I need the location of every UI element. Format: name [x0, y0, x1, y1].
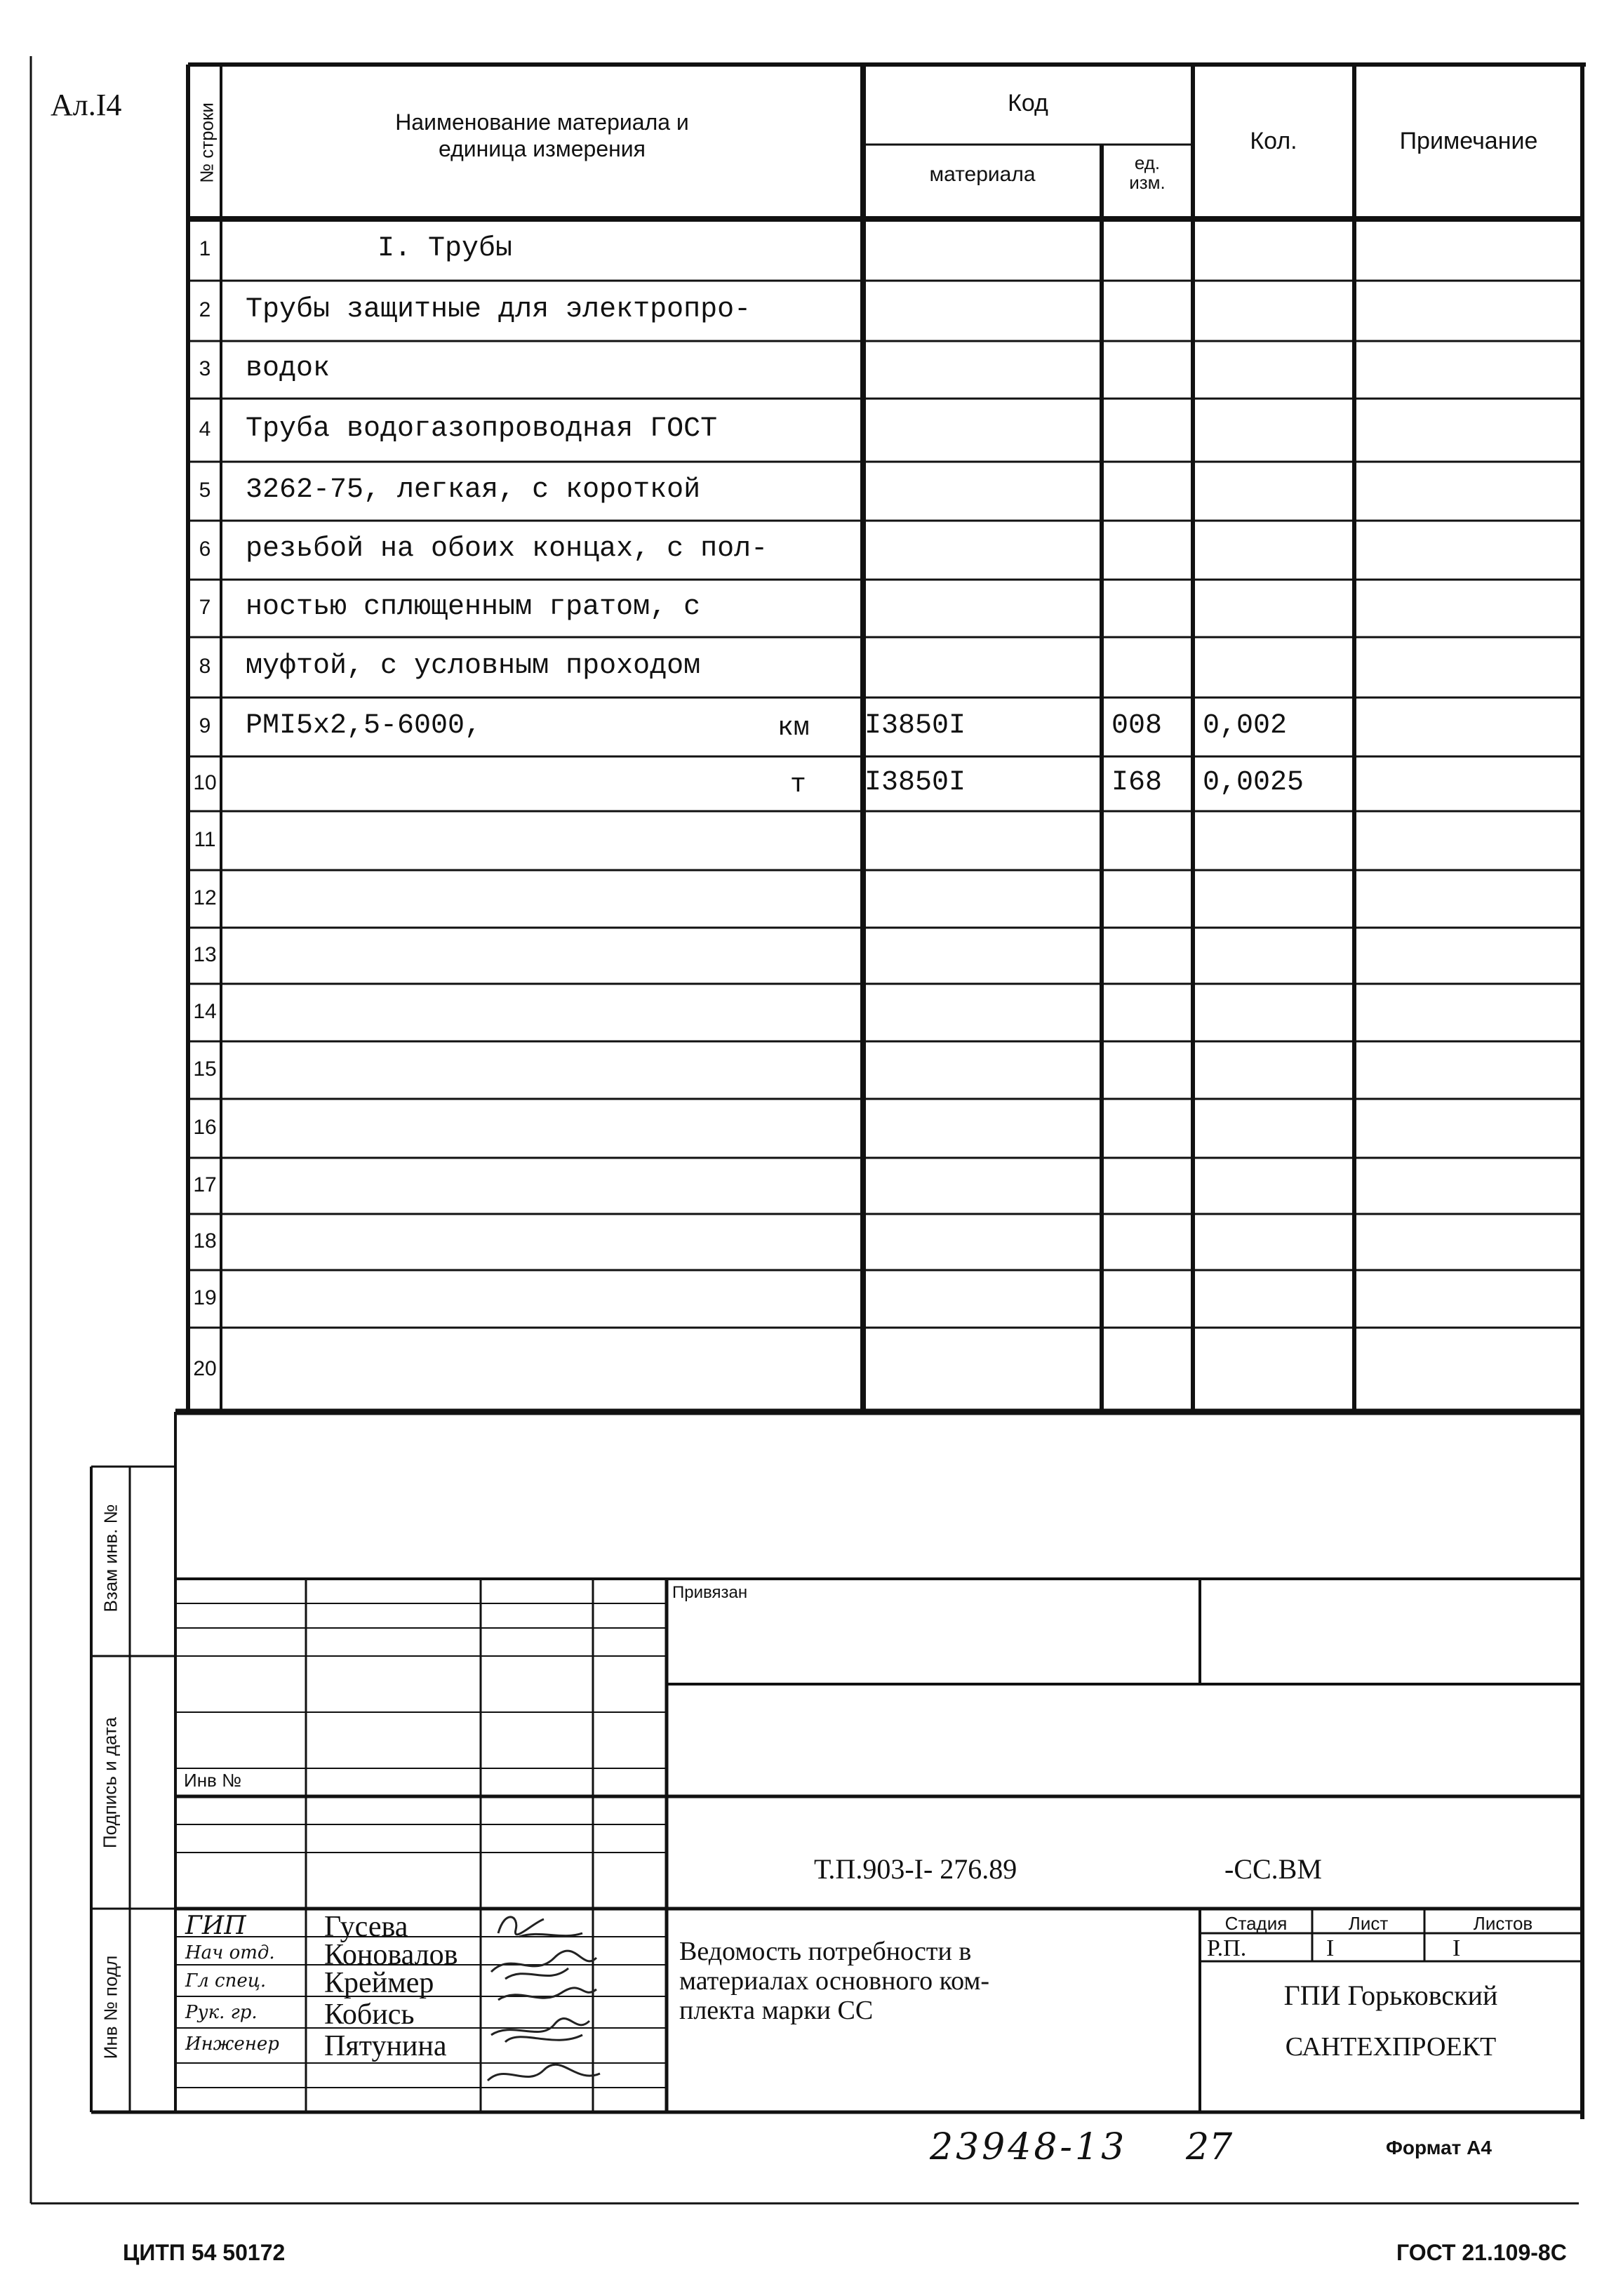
sheets-count-value: I: [1453, 1935, 1461, 1961]
material-name: РМI5x2,5-6000,: [246, 710, 482, 742]
quantity: 0,002: [1203, 710, 1288, 742]
table-row: [188, 984, 1582, 1041]
organization-line1: ГПИ Горьковский: [1283, 1980, 1498, 2011]
person-name: Кобись: [324, 1998, 415, 2031]
material-name: I. Трубы: [378, 233, 513, 265]
handwritten-number: 23948-13: [930, 2126, 1128, 2168]
stage-value: Р.П.: [1207, 1935, 1247, 1961]
row-number: 20: [193, 1357, 217, 1380]
code-unit-header-line2: изм.: [1129, 172, 1166, 193]
code-unit-header-line1: ед.: [1134, 152, 1161, 173]
table-row: [188, 870, 1582, 928]
row-number: 5: [199, 479, 211, 502]
table-row: [188, 1099, 1582, 1158]
doc-code: Т.П.903-I- 276.89: [814, 1853, 1017, 1885]
material-name: Труба водогазопроводная ГОСТ: [246, 413, 718, 445]
row-number: 7: [199, 596, 211, 619]
left-footer: ЦИТП 54 50172: [123, 2240, 286, 2265]
material-name: ностью сплющенным гратом, с: [246, 592, 701, 623]
code-material-header: материала: [929, 163, 1036, 186]
sheet-label: Ал.I4: [51, 88, 122, 122]
person-name: Креймер: [324, 1967, 434, 1999]
document-title-line2: материалах основного ком-: [679, 1966, 990, 1996]
code-unit-header: [1103, 153, 1191, 192]
sheet-no-label: Лист: [1348, 1913, 1389, 1934]
row-number: 19: [193, 1286, 217, 1309]
person-name: Коновалов: [324, 1939, 458, 1971]
podpis-label: Подпись и дата: [99, 1717, 121, 1849]
material-name: резьбой на обоих концах, с пол-: [246, 533, 768, 565]
inv-podl-cell: [93, 1912, 129, 2109]
stage-label: Стадия: [1224, 1913, 1288, 1934]
unit-of-measure: км: [777, 713, 810, 743]
code-header: Код: [1008, 90, 1048, 116]
row-number: 12: [193, 886, 217, 909]
table-row: [188, 341, 1582, 399]
table-row: [188, 219, 1582, 281]
role-label: ГИП: [185, 1911, 246, 1940]
row-number: 8: [199, 655, 211, 678]
row-number: 13: [193, 943, 217, 966]
right-footer: ГОСТ 21.109-8С: [1396, 2240, 1567, 2265]
material-name: 3262-75, легкая, с короткой: [246, 474, 701, 506]
podpis-cell: [93, 1660, 129, 1905]
table-row: [188, 928, 1582, 984]
document-title: [679, 1937, 989, 2025]
table-row: [188, 756, 1582, 811]
unit-of-measure: т: [790, 770, 806, 800]
privyazan-label: Привязан: [672, 1583, 748, 1602]
row-number: 17: [193, 1173, 217, 1196]
table-row: [188, 1328, 1582, 1412]
sheet-no-value: I: [1326, 1935, 1335, 1961]
row-number: 6: [199, 538, 211, 561]
row-number-header: [189, 70, 220, 218]
row-number: 10: [193, 771, 217, 794]
person-name: Гусева: [324, 1911, 408, 1943]
table-row: [188, 1158, 1582, 1214]
format-label: Формат А4: [1386, 2137, 1492, 2158]
table-row: [188, 1041, 1582, 1099]
role-label: Гл спец.: [185, 1970, 267, 1991]
material-name: муфтой, с условным проходом: [246, 650, 701, 682]
row-number: 15: [193, 1057, 217, 1081]
material-name: Трубы защитные для электропро-: [246, 294, 752, 326]
name-header-line1: Наименование материала и: [395, 109, 689, 135]
table-row: [188, 462, 1582, 521]
table-row: [188, 580, 1582, 637]
table-row: [188, 521, 1582, 580]
inv-no-label: Инв №: [184, 1770, 241, 1791]
material-code: I3850I: [864, 710, 966, 742]
table-row: [188, 399, 1582, 462]
table-row: [188, 1270, 1582, 1328]
sheets-count-label: Листов: [1473, 1913, 1533, 1934]
vzam-inv-cell: [93, 1470, 129, 1653]
handwritten-page: 27: [1186, 2126, 1233, 2168]
organization-line2: САНТЕХПРОЕКТ: [1285, 2032, 1497, 2062]
role-label: Нач отд.: [185, 1942, 275, 1963]
document-title-line1: Ведомость потребности в: [679, 1937, 972, 1966]
role-label: Инженер: [185, 2034, 279, 2055]
material-name: водок: [246, 353, 330, 385]
table-row: [188, 811, 1582, 870]
row-number: 18: [193, 1229, 217, 1253]
table-row: [188, 1214, 1582, 1270]
vzam-inv-label: Взам инв. №: [100, 1504, 121, 1613]
row-number: 1: [199, 237, 211, 260]
document-title-line3: плекта марки СС: [679, 1996, 874, 2025]
signatures-image: [477, 1902, 610, 2112]
unit-code: 008: [1111, 710, 1163, 742]
row-number: 9: [199, 714, 211, 737]
row-number: 4: [199, 418, 211, 441]
row-number: 14: [193, 1000, 217, 1023]
row-number-header-label: № строки: [196, 102, 218, 183]
doc-suffix: -СС.ВМ: [1224, 1853, 1322, 1885]
qty-header: Кол.: [1250, 128, 1297, 154]
material-code: I3850I: [864, 767, 966, 799]
table-row: [188, 637, 1582, 698]
unit-code: I68: [1111, 767, 1163, 799]
person-name: Пятунина: [324, 2030, 447, 2062]
role-label: Рук. гр.: [185, 2002, 258, 2023]
row-number: 2: [199, 298, 211, 321]
row-number: 3: [199, 357, 211, 380]
table-row: [188, 281, 1582, 341]
name-header: [225, 109, 860, 162]
row-number: 11: [194, 828, 216, 851]
table-row: [188, 698, 1582, 756]
inv-podl-label: Инв № подл: [100, 1955, 121, 2060]
row-number: 16: [193, 1116, 217, 1139]
name-header-line2: единица измерения: [438, 136, 646, 161]
note-header: Примечание: [1399, 128, 1538, 154]
quantity: 0,0025: [1203, 767, 1304, 799]
